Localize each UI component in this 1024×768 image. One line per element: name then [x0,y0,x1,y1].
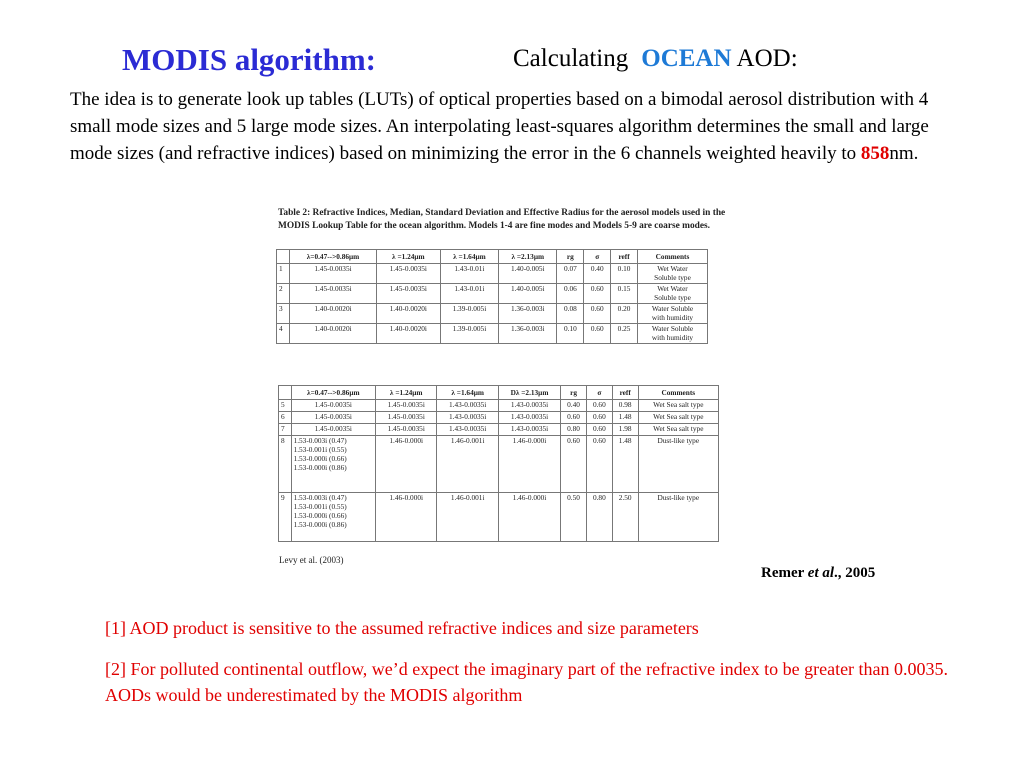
column-header: Comments [638,386,718,400]
model-number-cell: 7 [279,424,292,436]
column-header [279,386,292,400]
table-header-row [277,250,708,264]
table-cell: 0.60 [584,304,611,324]
table-cell: 0.80 [561,424,587,436]
table-cell: Wet Sea salt type [638,412,718,424]
table-row [279,493,719,542]
column-header: λ =1.64μm [437,386,498,400]
table-cell: 0.60 [584,284,611,304]
table-header-row [279,386,719,400]
table-cell: 1.43-0.0035i [437,424,498,436]
table-cell: Wet Sea salt type [638,400,718,412]
table-cell: 1.36-0.003i [499,324,557,344]
table-cell: 1.45-0.0035i [376,264,440,284]
model-number-cell: 9 [279,493,292,542]
column-header: λ=0.47-->0.86μm [291,386,375,400]
intro-highlight-858: 858 [860,143,890,164]
coarse-mode-table [278,385,719,542]
table-row [277,264,708,284]
table-cell: 1.39-0.005i [440,304,498,324]
column-header: reff [611,250,638,264]
table-cell: 0.40 [584,264,611,284]
model-number-cell: 6 [279,412,292,424]
table-cell: 0.60 [586,400,612,412]
table-cell: 1.43-0.01i [440,284,498,304]
table-cell: 0.06 [557,284,584,304]
intro-tail: nm. [889,143,919,164]
note-2: [2] For polluted continental outflow, we’d expect the imaginary part of the refractive index to be greater than 0.0035. AODs would be underestimated by the MODIS algorithm [105,659,949,705]
table-cell: 0.07 [557,264,584,284]
table-cell: 1.46-0.001i [437,493,498,542]
table-cell: 0.80 [586,493,612,542]
table-cell: 1.40-0.005i [499,284,557,304]
table-cell: 1.43-0.0035i [498,412,560,424]
column-header: λ =1.24μm [375,386,436,400]
table-cell: 1.48 [612,436,638,493]
table-cell: 1.46-0.000i [375,493,436,542]
table-caption: Table 2: Refractive Indices, Median, Standard Deviation and Effective Radius for the aerosol models used in the MODIS Lookup Table for the ocean algorithm. Models 1-4 are fine modes and Models 5-9 are coarse modes. [278,208,726,231]
table-cell: 1.40-0.005i [499,264,557,284]
column-header: λ =1.64μm [440,250,498,264]
table-cell: 1.46-0.000i [498,436,560,493]
table-cell: 1.40-0.0020i [376,304,440,324]
table-cell: 0.10 [611,264,638,284]
table-cell: 0.60 [586,424,612,436]
table-cell: Wet Water Soluble type [637,264,707,284]
table-cell: 1.43-0.0035i [437,400,498,412]
table-cell: 1.45-0.0035i [375,400,436,412]
table-cell: Wet Sea salt type [638,424,718,436]
table-cell: 1.45-0.0035i [290,284,377,304]
table-cell: 0.60 [586,412,612,424]
table-cell: 0.50 [561,493,587,542]
column-header: Dλ =2.13μm [498,386,560,400]
table-row [279,436,719,493]
table-cell: 1.53-0.003i (0.47) 1.53-0.001i (0.55) 1.53-0.000i (0.66) 1.53-0.000i (0.86) [291,493,375,542]
subtitle-suffix: AOD: [736,45,798,72]
model-number-cell: 1 [277,264,290,284]
table-row [277,324,708,344]
table-cell: 1.40-0.0020i [290,304,377,324]
table-row [277,284,708,304]
table-cell: 1.39-0.005i [440,324,498,344]
table-cell: 0.60 [584,324,611,344]
model-number-cell: 8 [279,436,292,493]
table-cell: 1.98 [612,424,638,436]
intro-text: The idea is to generate look up tables (LUTs) of optical properties based on a bimodal aerosol distribution with 4 small mode sizes and 5 large mode sizes. An interpolating least-squares algorithm determines the small and large mode sizes (and refractive indices) based on minimizing the error in the 6 channels weighted heavily to [70,89,929,164]
fine-mode-table [276,249,708,344]
table-cell: Water Soluble with humidity [637,304,707,324]
table-cell: 2.50 [612,493,638,542]
table-cell: 0.60 [561,436,587,493]
table-cell: Water Soluble with humidity [637,324,707,344]
column-header: σ [586,386,612,400]
table-cell: 0.60 [561,412,587,424]
column-header: rg [557,250,584,264]
table-cell: 0.20 [611,304,638,324]
note-1: [1] AOD product is sensitive to the assumed refractive indices and size parameters [105,618,699,638]
table-row [279,400,719,412]
table-cell: 1.53-0.003i (0.47) 1.53-0.001i (0.55) 1.53-0.000i (0.66) 1.53-0.000i (0.86) [291,436,375,493]
table-cell: 1.45-0.0035i [291,400,375,412]
table-row [279,412,719,424]
table-cell: 0.40 [561,400,587,412]
table-cell: 1.43-0.01i [440,264,498,284]
table-cell: 1.43-0.0035i [437,412,498,424]
table-reference: Levy et al. (2003) [279,555,344,565]
table-cell: Wet Water Soluble type [637,284,707,304]
model-number-cell: 3 [277,304,290,324]
citation [761,565,875,582]
table-cell: 1.40-0.0020i [290,324,377,344]
table-cell: 0.98 [612,400,638,412]
table-cell: 1.40-0.0020i [376,324,440,344]
table-cell: Dust-like type [638,493,718,542]
citation-etal: et al [807,565,835,581]
table-cell: 1.43-0.0035i [498,424,560,436]
model-number-cell: 5 [279,400,292,412]
table-cell: 0.15 [611,284,638,304]
subtitle-ocean: OCEAN [641,45,732,72]
column-header: λ =2.13μm [499,250,557,264]
table-cell: 1.45-0.0035i [376,284,440,304]
table-row [277,304,708,324]
citation-author: Remer [761,565,808,581]
column-header: reff [612,386,638,400]
table-cell: 1.45-0.0035i [291,412,375,424]
column-header: rg [561,386,587,400]
intro-paragraph [70,86,950,167]
model-number-cell: 2 [277,284,290,304]
slide-title: MODIS algorithm: [122,42,377,77]
table-cell: 1.46-0.001i [437,436,498,493]
column-header: λ =1.24μm [376,250,440,264]
citation-year: ., 2005 [834,565,876,581]
table-cell: 0.25 [611,324,638,344]
table-cell: 0.08 [557,304,584,324]
table-cell: 1.45-0.0035i [290,264,377,284]
column-header: σ [584,250,611,264]
table-cell: 1.48 [612,412,638,424]
slide-subtitle [513,45,798,73]
column-header: λ=0.47-->0.86μm [290,250,377,264]
table-cell: 1.45-0.0035i [375,412,436,424]
table-cell: 1.45-0.0035i [291,424,375,436]
table-cell: 0.10 [557,324,584,344]
table-cell: Dust-like type [638,436,718,493]
table-row [279,424,719,436]
model-number-cell: 4 [277,324,290,344]
subtitle-prefix: Calculating [513,45,629,72]
table-cell: 1.46-0.000i [498,493,560,542]
table-cell: 1.43-0.0035i [498,400,560,412]
table-cell: 1.36-0.003i [499,304,557,324]
column-header: Comments [637,250,707,264]
table-cell: 1.45-0.0035i [375,424,436,436]
column-header [277,250,290,264]
table-cell: 1.46-0.000i [375,436,436,493]
table-cell: 0.60 [586,436,612,493]
